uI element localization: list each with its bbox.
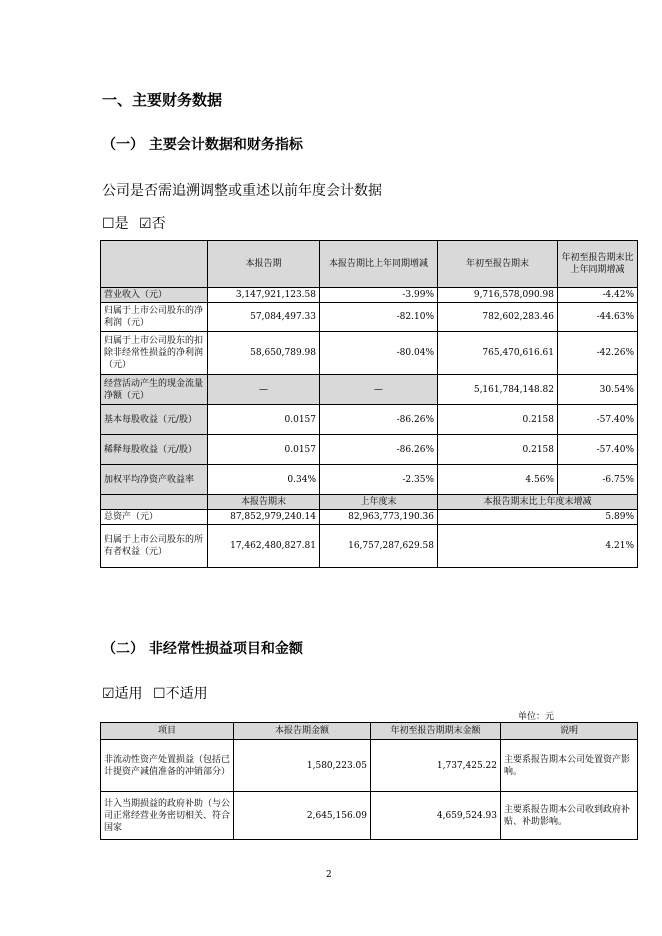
cell-value: -86.26% (320, 435, 438, 465)
header-current-yoy: 本报告期比上年同期增减 (320, 241, 438, 288)
restate-checkbox-group (102, 213, 166, 233)
cell-value: 0.34% (208, 465, 320, 495)
cell-value: -2.35% (320, 465, 438, 495)
unchecked-box-icon[interactable]: ☐ (102, 216, 115, 232)
subsection-title-accounting-data: （一） 主要会计数据和财务指标 (102, 137, 303, 153)
cell-value: 4.56% (438, 465, 558, 495)
header-current-period: 本报告期 (208, 241, 320, 288)
cell-value: 0.0157 (208, 405, 320, 435)
cell-value: -4.42% (558, 288, 638, 303)
row-label: 营业收入（元） (101, 288, 208, 303)
header-current-amount: 本报告期金额 (234, 723, 371, 740)
row-label: 加权平均净资产收益率 (101, 465, 208, 495)
row-label: 归属于上市公司股东的所有者权益（元） (101, 525, 208, 568)
cell-value: 765,470,616.61 (438, 332, 558, 375)
cell-value: 1,737,425.22 (371, 740, 501, 792)
table-row (101, 288, 638, 303)
row-label: 归属于上市公司股东的扣除非经常性损益的净利润（元） (101, 332, 208, 375)
table-row (101, 525, 638, 568)
row-label: 非流动性资产处置损益（包括已计提资产减值准备的冲销部分） (101, 740, 234, 792)
cell-value: -86.26% (320, 405, 438, 435)
subheader-period-end: 本报告期末 (208, 495, 320, 510)
cell-value: 3,147,921,123.58 (208, 288, 320, 303)
header-ytd: 年初至报告期末 (438, 241, 558, 288)
cell-value: 87,852,979,240.14 (208, 510, 320, 525)
section-title: 一、主要财务数据 (102, 91, 223, 109)
cell-value: 82,963,773,190.36 (320, 510, 438, 525)
option-yes-label: 是 (114, 216, 129, 232)
option-applicable-label: 适用 (114, 686, 143, 702)
subheader-prior-year-end: 上年度末 (320, 495, 438, 510)
restate-question: 公司是否需追溯调整或重述以前年度会计数据 (102, 183, 382, 199)
cell-value: 0.2158 (438, 435, 558, 465)
cell-value: 9,716,578,090.98 (438, 288, 558, 303)
cell-value: — (320, 375, 438, 405)
unchecked-box-icon[interactable]: ☐ (153, 686, 166, 702)
cell-value: 57,084,497.33 (208, 303, 320, 332)
cell-value: 0.2158 (438, 405, 558, 435)
cell-value: 58,650,789.98 (208, 332, 320, 375)
table-row (101, 792, 638, 840)
cell-value: -6.75% (558, 465, 638, 495)
cell-note: 主要系报告期本公司收到政府补贴、补助影响。 (501, 792, 638, 840)
cell-value: 2,645,156.09 (234, 792, 371, 840)
row-label: 归属于上市公司股东的净利润（元） (101, 303, 208, 332)
cell-value: 782,602,283.46 (438, 303, 558, 332)
row-label: 计入当期损益的政府补助（与公司正常经营业务密切相关、符合国家 (101, 792, 234, 840)
table-row (101, 332, 638, 375)
cell-value: 1,580,223.05 (234, 740, 371, 792)
cell-value: 17,462,480,827.81 (208, 525, 320, 568)
cell-value: 5.89% (438, 510, 638, 525)
page-number: 2 (326, 870, 332, 880)
option-not-applicable-label: 不适用 (165, 686, 208, 702)
cell-value: 5,161,784,148.82 (438, 375, 558, 405)
table-row (101, 375, 638, 405)
cell-value: 30.54% (558, 375, 638, 405)
cell-note: 主要系报告期本公司处置资产影响。 (501, 740, 638, 792)
checked-box-icon[interactable]: ☑ (139, 216, 152, 232)
applicable-checkbox-group (102, 683, 208, 703)
cell-value: -42.26% (558, 332, 638, 375)
header-blank (101, 241, 208, 288)
subsection-title-non-recurring: （二） 非经常性损益项目和金额 (102, 641, 303, 657)
cell-value: — (208, 375, 320, 405)
cell-value: -80.04% (320, 332, 438, 375)
header-note: 说明 (501, 723, 638, 740)
non-recurring-items-table (100, 722, 638, 840)
cell-value: -57.40% (558, 405, 638, 435)
cell-value: 0.0157 (208, 435, 320, 465)
table-row (101, 740, 638, 792)
cell-value: -3.99% (320, 288, 438, 303)
option-no-label: 否 (151, 216, 166, 232)
table-row (101, 510, 638, 525)
row-label: 稀释每股收益（元/股） (101, 435, 208, 465)
subheader-blank (101, 495, 208, 510)
header-item: 项目 (101, 723, 234, 740)
table-row (101, 465, 638, 495)
header-ytd-yoy: 年初至报告期末比上年同期增减 (558, 241, 638, 288)
cell-value: -44.63% (558, 303, 638, 332)
financial-data-table (100, 240, 638, 568)
cell-value: 4.21% (438, 525, 638, 568)
table-row (101, 303, 638, 332)
header-ytd-amount: 年初至报告期期末金额 (371, 723, 501, 740)
cell-value: -82.10% (320, 303, 438, 332)
subheader-change: 本报告期末比上年度末增减 (438, 495, 638, 510)
row-label: 经营活动产生的现金流量净额（元） (101, 375, 208, 405)
table-row (101, 405, 638, 435)
cell-value: -57.40% (558, 435, 638, 465)
row-label: 总资产（元） (101, 510, 208, 525)
row-label: 基本每股收益（元/股） (101, 405, 208, 435)
sub-header-row (101, 495, 638, 510)
cell-value: 16,757,287,629.58 (320, 525, 438, 568)
checked-box-icon[interactable]: ☑ (102, 686, 115, 702)
table-row (101, 435, 638, 465)
unit-label: 单位：元 (518, 712, 555, 722)
cell-value: 4,659,524.93 (371, 792, 501, 840)
